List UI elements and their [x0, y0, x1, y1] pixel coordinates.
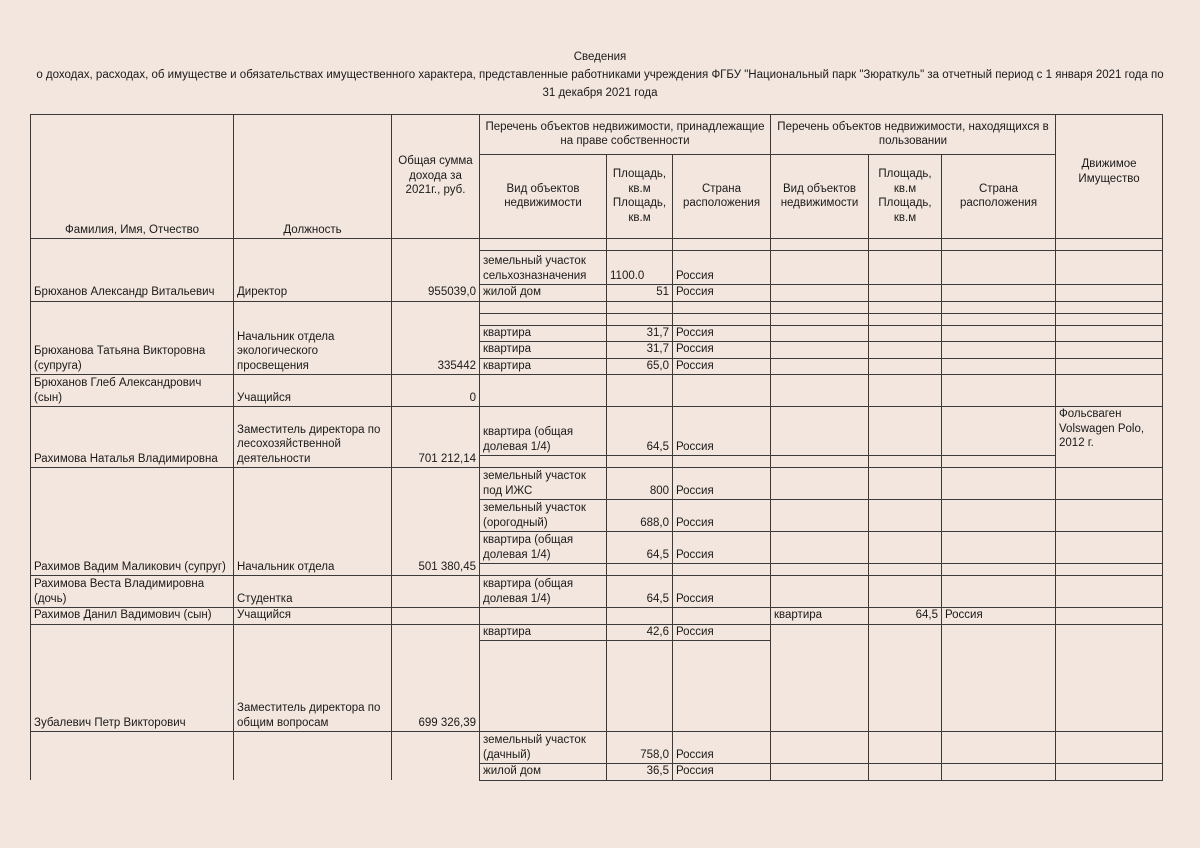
owned-country-cell: Россия: [673, 251, 771, 285]
fio-cell: Брюханова Татьяна Викторовна (супруга): [31, 301, 234, 375]
owned-area-cell: 31,7: [607, 342, 673, 359]
income-cell: 501 380,45: [392, 468, 480, 576]
owned-area-cell: 800: [607, 468, 673, 500]
owned-area-cell: 688,0: [607, 500, 673, 532]
used-area-header: Площадь, кв.м Площадь, кв.м: [869, 155, 942, 239]
owned-type-cell: квартира (общая долевая 1/4): [480, 532, 607, 564]
owned-area-cell: 1100.0: [607, 251, 673, 285]
owned-type-cell: квартира: [480, 358, 607, 375]
used-type-header: Вид объектов недвижимости: [771, 155, 869, 239]
owned-type-header: Вид объектов недвижимости: [480, 155, 607, 239]
owned-type-cell: земельный участок (дачный): [480, 732, 607, 764]
owned-country-cell: Россия: [673, 407, 771, 456]
owned-type-cell: жилой дом: [480, 764, 607, 781]
owned-country-cell: Россия: [673, 764, 771, 781]
title-line-2: о доходах, расходах, об имуществе и обязательствах имущественного характера, представленные работниками учреждения ФГБУ "Национальный парк "Зюраткуль" за отчетный период с 1 января 2021 года по: [36, 69, 1164, 81]
owned-area-cell: 51: [607, 285, 673, 302]
table-row: [31, 239, 1163, 251]
fio-cell: Рахимов Вадим Маликович (супруг): [31, 468, 234, 576]
owned-country-cell: Россия: [673, 358, 771, 375]
owned-type-cell: квартира (общая долевая 1/4): [480, 407, 607, 456]
fio-cell: Брюханов Глеб Александрович (сын): [31, 375, 234, 407]
owned-country-cell: Россия: [673, 468, 771, 500]
owned-area-cell: 64,5: [607, 407, 673, 456]
owned-area-cell: 64,5: [607, 576, 673, 608]
owned-country-cell: Россия: [673, 500, 771, 532]
fio-cell: Рахимова Веста Владимировна (дочь): [31, 576, 234, 608]
table-row: [31, 375, 1163, 407]
position-cell: Студентка: [234, 576, 392, 608]
owned-area-cell: 758,0: [607, 732, 673, 764]
owned-country-header: Страна расположения: [673, 155, 771, 239]
table-row: [31, 608, 1163, 625]
owned-area-cell: 42,6: [607, 624, 673, 641]
owned-area-cell: 31,7: [607, 325, 673, 342]
owned-area-cell: 36,5: [607, 764, 673, 781]
owned-country-cell: Россия: [673, 624, 771, 641]
owned-type-cell: земельный участок под ИЖС: [480, 468, 607, 500]
income-cell: 699 326,39: [392, 624, 480, 732]
position-cell: Начальник отдела экологического просвещения: [234, 301, 392, 375]
movable-cell: Фольсваген Volswagen Polo, 2012 г.: [1056, 407, 1163, 468]
table-row: [31, 407, 1163, 456]
income-cell: 0: [392, 375, 480, 407]
owned-country-cell: Россия: [673, 285, 771, 302]
owned-type-cell: земельный участок (орогодный): [480, 500, 607, 532]
table-row: [31, 468, 1163, 500]
col-position-header: Должность: [234, 115, 392, 239]
col-fio-header: Фамилия, Имя, Отчество: [31, 115, 234, 239]
position-cell: Начальник отдела: [234, 468, 392, 576]
used-country-cell: Россия: [942, 608, 1056, 625]
owned-type-cell: квартира: [480, 325, 607, 342]
declarations-table: [30, 114, 1163, 781]
used-country-header: Страна расположения: [942, 155, 1056, 239]
position-cell: Заместитель директора по общим вопросам: [234, 624, 392, 732]
fio-cell: Брюханов Александр Витальевич: [31, 239, 234, 302]
fio-cell: Зубалевич Петр Викторович: [31, 624, 234, 732]
owned-country-cell: Россия: [673, 532, 771, 564]
owned-type-cell: квартира: [480, 342, 607, 359]
fio-cell: Рахимов Данил Вадимович (сын): [31, 608, 234, 625]
owned-country-cell: Россия: [673, 576, 771, 608]
position-cell: Учащийся: [234, 608, 392, 625]
owned-type-cell: жилой дом: [480, 285, 607, 302]
owned-area-cell: 65,0: [607, 358, 673, 375]
col-income-header: Общая сумма дохода за 2021г., руб.: [392, 115, 480, 239]
used-group-header: Перечень объектов недвижимости, находящихся в пользовании: [771, 115, 1056, 155]
owned-type-cell: земельный участок сельхозназначения: [480, 251, 607, 285]
income-cell: 701 212,14: [392, 407, 480, 468]
document-title: [20, 48, 1180, 102]
owned-group-header: Перечень объектов недвижимости, принадлежащие на праве собственности: [480, 115, 771, 155]
owned-country-cell: Россия: [673, 732, 771, 764]
income-cell: 955039,0: [392, 239, 480, 302]
table-row: [31, 301, 1163, 313]
table-row: [31, 576, 1163, 608]
owned-country-cell: Россия: [673, 342, 771, 359]
title-line-3: 31 декабря 2021 года: [542, 87, 658, 99]
position-cell: Заместитель директора по лесохозяйственной деятельности: [234, 407, 392, 468]
owned-type-cell: квартира: [480, 624, 607, 641]
owned-area-cell: 64,5: [607, 532, 673, 564]
col-movable-header: Движимое Имущество: [1056, 115, 1163, 239]
used-area-cell: 64,5: [869, 608, 942, 625]
owned-country-cell: Россия: [673, 325, 771, 342]
table-row: [31, 624, 1163, 641]
fio-cell: Рахимова Наталья Владимировна: [31, 407, 234, 468]
position-cell: Директор: [234, 239, 392, 302]
income-cell: 335442: [392, 301, 480, 375]
title-line-1: Сведения: [573, 51, 627, 63]
owned-area-header: Площадь, кв.м Площадь, кв.м: [607, 155, 673, 239]
position-cell: Учащийся: [234, 375, 392, 407]
table-row: [31, 732, 1163, 764]
used-type-cell: квартира: [771, 608, 869, 625]
owned-type-cell: квартира (общая долевая 1/4): [480, 576, 607, 608]
